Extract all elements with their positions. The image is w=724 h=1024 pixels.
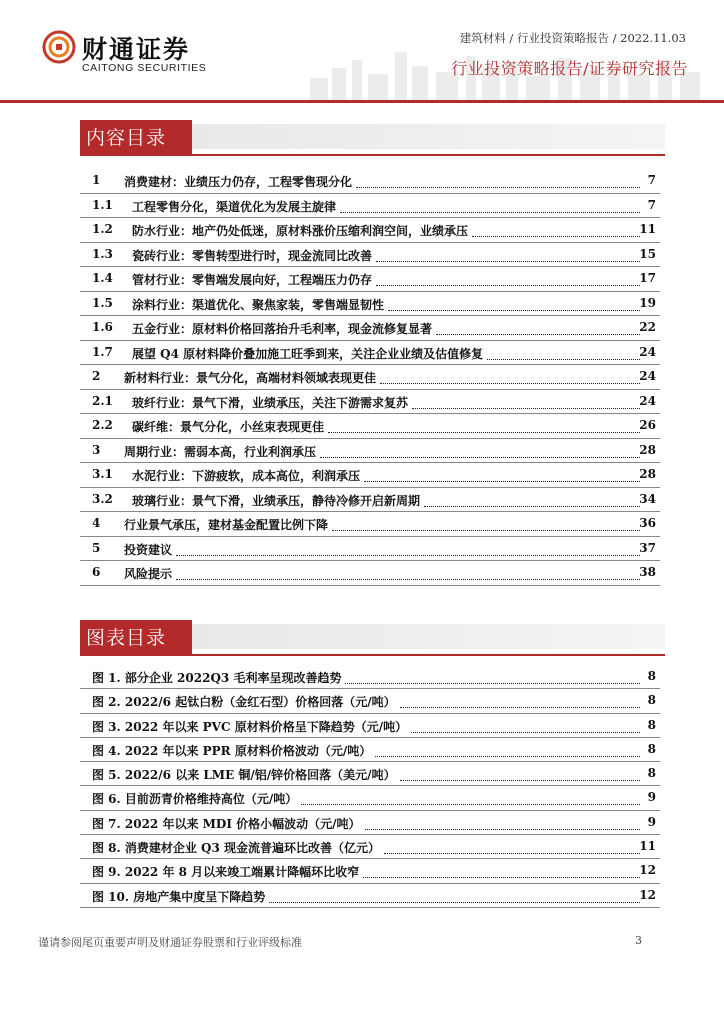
figure-item-title: 图 7. 2022 年以来 MDI 价格小幅波动（元/吨） <box>92 816 361 831</box>
toc-item-leader <box>388 296 640 311</box>
figure-item-leader <box>400 766 640 781</box>
toc-item-leader <box>436 320 640 335</box>
figure-item-rule <box>80 907 660 908</box>
toc-item[interactable] <box>80 390 660 415</box>
toc-item[interactable] <box>80 512 660 537</box>
toc-item-leader <box>424 492 640 507</box>
figure-item-page: 9 <box>647 790 656 805</box>
figure-item-leader <box>345 669 640 684</box>
toc-item-number: 3.2 <box>92 491 113 506</box>
toc-item-page: 26 <box>639 418 656 432</box>
toc-item-page: 7 <box>647 173 656 187</box>
toc-item-page: 37 <box>639 540 656 555</box>
figure-item-leader <box>269 888 640 903</box>
figure-item-leader <box>384 839 640 854</box>
figure-item-page: 8 <box>647 669 656 683</box>
figure-item-title: 图 9. 2022 年 8 月以来竣工端累计降幅环比收窄 <box>92 865 360 880</box>
toc-item-page: 28 <box>639 442 656 457</box>
toc-item-rule <box>80 585 660 586</box>
toc-item-number: 3.1 <box>92 467 113 481</box>
toc-item-title: 玻纤行业：景气下滑，业绩承压，关注下游需求复苏 <box>132 395 409 410</box>
toc-item-title: 新材料行业：景气分化，高端材料领域表现更佳 <box>124 371 377 385</box>
toc-item-page: 38 <box>639 565 656 579</box>
report-header <box>0 0 724 102</box>
toc-item-leader <box>176 565 640 580</box>
logo-chinese-name: 财通证券 <box>82 35 191 64</box>
figure-item[interactable] <box>80 811 660 835</box>
figure-item-page: 12 <box>639 863 656 878</box>
toc-heading <box>80 120 665 156</box>
figures-heading-rule <box>80 654 665 656</box>
toc-item-leader <box>380 369 640 384</box>
figures-title: 图表目录 <box>80 620 192 656</box>
figure-item-page: 8 <box>647 766 656 781</box>
toc-item[interactable] <box>80 365 660 390</box>
toc-item-number: 6 <box>92 565 101 579</box>
toc-heading-rule <box>80 154 665 156</box>
figure-item-leader <box>400 693 640 708</box>
figure-item[interactable] <box>80 738 660 762</box>
toc-item-title: 水泥行业：下游疲软，成本高位，利润承压 <box>132 469 361 483</box>
toc-item-leader <box>412 394 640 409</box>
toc-item-number: 1.1 <box>92 197 113 212</box>
toc-item-page: 15 <box>639 246 656 261</box>
logo-english-name: CAITONG SECURITIES <box>82 62 207 74</box>
figure-item[interactable] <box>80 835 660 859</box>
toc-item-title: 消费建材：业绩压力仍存，工程零售现分化 <box>124 175 353 189</box>
toc-item-title: 周期行业：需弱本高，行业利润承压 <box>124 444 317 459</box>
toc-item[interactable] <box>80 488 660 513</box>
toc-item-page: 19 <box>639 295 656 310</box>
toc-item-number: 1.6 <box>92 320 113 334</box>
figures-list <box>80 665 660 908</box>
toc-item-leader <box>320 443 640 458</box>
toc-item-page: 7 <box>647 197 656 212</box>
toc-item[interactable] <box>80 561 660 586</box>
figure-item[interactable] <box>80 859 660 883</box>
figure-item-page: 8 <box>647 741 656 756</box>
report-meta: 建筑材料 / 行业投资策略报告 / 2022.11.03 <box>459 31 686 45</box>
toc-item[interactable] <box>80 414 660 439</box>
figure-item-title: 图 10. 房地产集中度呈下降趋势 <box>92 889 266 904</box>
toc-item-leader <box>328 418 640 433</box>
toc-item-leader <box>487 345 640 360</box>
toc-item-page: 22 <box>639 320 656 334</box>
toc-item-title: 投资建议 <box>124 542 173 557</box>
toc-item-leader <box>376 271 640 286</box>
toc-item-number: 3 <box>92 442 101 457</box>
toc-item-number: 2.1 <box>92 393 113 408</box>
figure-item[interactable] <box>80 714 660 738</box>
toc-list <box>80 169 660 586</box>
figure-item-page: 8 <box>647 693 656 708</box>
figure-item-title: 图 4. 2022 年以来 PPR 原材料价格波动（元/吨） <box>92 743 372 758</box>
figure-item-leader <box>411 718 640 733</box>
toc-item-page: 28 <box>639 467 656 481</box>
figures-heading <box>80 620 665 656</box>
toc-item[interactable] <box>80 267 660 292</box>
toc-item-number: 1.5 <box>92 295 113 310</box>
toc-item-number: 1.4 <box>92 271 113 285</box>
toc-heading-band <box>192 124 665 149</box>
toc-item-title: 五金行业：原材料价格回落抬升毛利率，现金流修复显著 <box>132 322 433 336</box>
figure-item-leader <box>301 790 640 805</box>
toc-item-leader <box>364 467 640 482</box>
toc-item-number: 5 <box>92 540 101 555</box>
caitong-logo-icon <box>42 30 76 64</box>
figure-item-page: 8 <box>647 717 656 732</box>
toc-item-title: 行业景气承压，建材基金配置比例下降 <box>124 518 329 532</box>
figure-item-page: 9 <box>647 814 656 829</box>
toc-item[interactable] <box>80 316 660 341</box>
toc-item-number: 1.7 <box>92 344 113 359</box>
toc-item-number: 2.2 <box>92 418 113 432</box>
toc-item-number: 1.2 <box>92 222 113 236</box>
toc-item-page: 24 <box>639 369 656 383</box>
toc-item-title: 涂料行业：渠道优化、聚焦家装，零售端显韧性 <box>132 297 385 312</box>
figure-item-title: 图 1. 部分企业 2022Q3 毛利率呈现改善趋势 <box>92 671 342 685</box>
toc-item[interactable] <box>80 292 660 317</box>
toc-item[interactable] <box>80 218 660 243</box>
toc-item[interactable] <box>80 243 660 268</box>
figure-item[interactable] <box>80 884 660 908</box>
toc-item-page: 17 <box>639 271 656 285</box>
toc-item[interactable] <box>80 194 660 219</box>
toc-item-title: 瓷砖行业：零售转型进行时，现金流同比改善 <box>132 248 373 263</box>
figure-item-title: 图 3. 2022 年以来 PVC 原材料价格呈下降趋势（元/吨） <box>92 719 408 734</box>
toc-item-page: 34 <box>639 491 656 506</box>
figure-item-title: 图 5. 2022/6 以来 LME 铜/铝/锌价格回落（美元/吨） <box>92 768 396 783</box>
toc-title: 内容目录 <box>80 120 192 156</box>
report-type: 行业投资策略报告/证券研究报告 <box>451 59 688 78</box>
toc-item-title: 展望 Q4 原材料降价叠加施工旺季到来，关注企业业绩及估值修复 <box>132 346 484 361</box>
toc-item-number: 2 <box>92 369 101 383</box>
toc-item-leader <box>376 247 640 262</box>
toc-item[interactable] <box>80 341 660 366</box>
page-number: 3 <box>635 934 642 947</box>
toc-item-title: 防水行业：地产仍处低迷，原材料涨价压缩利润空间，业绩承压 <box>132 224 469 238</box>
figure-item[interactable] <box>80 689 660 713</box>
toc-item-leader <box>176 541 640 556</box>
toc-item-title: 碳纤维：景气分化，小丝束表现更佳 <box>132 420 325 434</box>
figure-item-leader <box>375 742 640 757</box>
figure-item-title: 图 6. 目前沥青价格维持高位（元/吨） <box>92 792 298 807</box>
figure-item[interactable] <box>80 786 660 810</box>
figure-item[interactable] <box>80 665 660 689</box>
figure-item-title: 图 8. 消费建材企业 Q3 现金流普遍环比改善（亿元） <box>92 841 381 856</box>
figure-item-leader <box>365 815 640 830</box>
figure-item[interactable] <box>80 762 660 786</box>
toc-item-leader <box>356 173 640 188</box>
toc-item-leader <box>340 198 640 213</box>
toc-item-leader <box>332 516 640 531</box>
figure-item-page: 11 <box>639 839 656 854</box>
figure-item-title: 图 2. 2022/6 起钛白粉（金红石型）价格回落（元/吨） <box>92 695 396 710</box>
toc-item-title: 玻璃行业：景气下滑，业绩承压，静待冷修开启新周期 <box>132 493 421 508</box>
figure-item-page: 12 <box>639 887 656 902</box>
toc-item-title: 工程零售分化，渠道优化为发展主旋律 <box>132 199 337 214</box>
toc-item-number: 1.3 <box>92 246 113 261</box>
figure-item-leader <box>363 863 640 878</box>
toc-item-page: 24 <box>639 344 656 359</box>
toc-item-page: 11 <box>639 222 656 236</box>
toc-item-leader <box>472 222 640 237</box>
toc-item-number: 4 <box>92 516 101 530</box>
toc-item-page: 24 <box>639 393 656 408</box>
toc-item[interactable] <box>80 169 660 194</box>
toc-item-title: 风险提示 <box>124 567 173 581</box>
toc-item-page: 36 <box>639 516 656 530</box>
toc-item-number: 1 <box>92 173 101 187</box>
toc-item-title: 管材行业：零售端发展向好，工程端压力仍存 <box>132 273 373 287</box>
footer-disclaimer: 谨请参阅尾页重要声明及财通证券股票和行业评级标准 <box>38 936 302 949</box>
toc-item[interactable] <box>80 439 660 464</box>
toc-item[interactable] <box>80 463 660 488</box>
figures-heading-band <box>192 624 665 649</box>
header-divider <box>0 100 724 103</box>
toc-item[interactable] <box>80 537 660 562</box>
